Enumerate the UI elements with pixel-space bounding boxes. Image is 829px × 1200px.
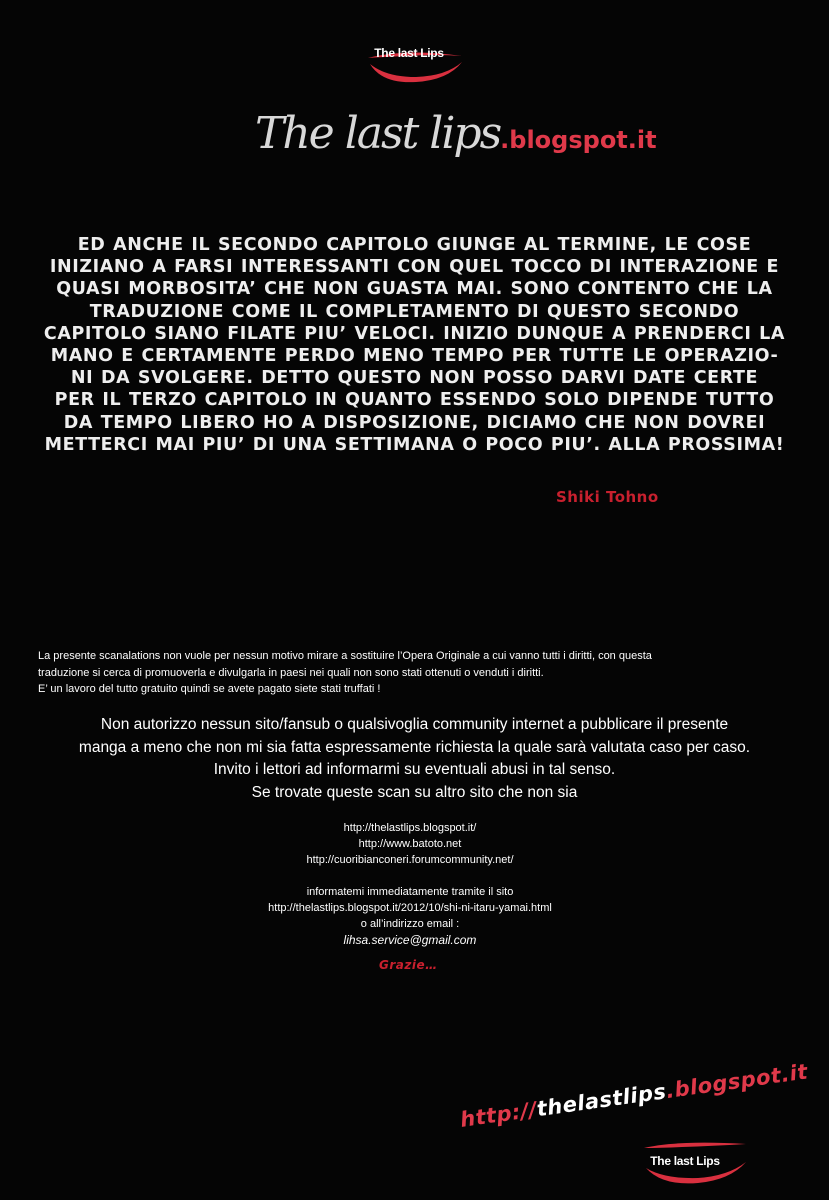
thanks: Grazie… (379, 958, 438, 972)
note-line: MANO E CERTAMENTE PERDO MENO TEMPO PER TUTTE LE OPERAZIO- (50, 346, 779, 367)
notice-line: manga a meno che non mi sia fatta espressamente richiesta la quale sarà valutata caso per caso. (78, 738, 751, 756)
site-link-thelastlips[interactable]: http://thelastlips.blogspot.it/ (343, 822, 477, 834)
logo-text: The last Lips (650, 1154, 720, 1168)
note-line: QUASI MORBOSITA’ CHE NON GUASTA MAI. SONO CONTENTO CHE LA (56, 279, 773, 300)
logo-text: The last Lips (374, 46, 444, 60)
note-line: ED ANCHE IL SECONDO CAPITOLO GIUNGE AL TERMINE, LE COSE (77, 235, 752, 255)
footer-url-domain: .blogspot.it (664, 1059, 810, 1104)
note-line: INIZIANO A FARSI INTERESSANTI CON QUEL TOCCO DI INTERAZIONE E (49, 257, 780, 278)
note-line: PER IL TERZO CAPITOLO IN QUANTO ESSENDO SOLO DIPENDE TUTTO (54, 390, 775, 411)
disclaimer-line: E’ un lavoro del tutto gratuito quindi se avete pagato siete stati truffati ! (38, 683, 381, 695)
note-line: TRADUZIONE COME IL COMPLETAMENTO DI QUESTO SECONDO (89, 301, 740, 322)
site-link-batoto[interactable]: http://www.batoto.net (358, 838, 462, 850)
footer-url-protocol: http:// (458, 1097, 539, 1132)
site-banner (255, 108, 657, 159)
disclaimer (38, 648, 798, 698)
footer-url[interactable] (459, 1059, 810, 1132)
notice-line: Invito i lettori ad informarmi su eventuali abusi in tal senso. (213, 761, 616, 778)
report-link[interactable]: http://thelastlips.blogspot.it/2012/10/shi-ni-itaru-yamai.html (268, 902, 552, 914)
spacer (110, 868, 710, 884)
email-intro: o all’indirizzo email : (360, 918, 460, 930)
top-logo (366, 40, 466, 86)
banner-brand: The last lips (255, 108, 501, 159)
note-line: METTERCI MAI PIU’ DI UNA SETTIMANA O POCO PIU’. ALLA PROSSIMA! (44, 434, 785, 455)
disclaimer-line: traduzione si cerca di promuoverla e divulgarla in paesi nei quali non sono stati ottenuti o venduti i diritti. (38, 666, 544, 679)
footer-url-host: thelastlips (535, 1079, 668, 1122)
bottom-logo (642, 1136, 752, 1186)
banner-domain: .blogspot.it (500, 126, 657, 154)
email-link[interactable]: lihsa.service@gmail.com (343, 933, 477, 947)
notice-line: Se trovate queste scan su altro sito che non sia (251, 783, 578, 801)
signature: Shiki Tohno (556, 488, 659, 506)
translator-note (38, 234, 791, 456)
disclaimer-line: La presente scanalations non vuole per nessun motivo mirare a sostituire l’Opera Originale a cui vanno tutti i diritti, con questa (38, 650, 652, 662)
note-line: DA TEMPO LIBERO HO A DISPOSIZIONE, DICIAMO CHE NON DOVREI (63, 412, 766, 433)
notice (20, 714, 809, 804)
note-line: NI DA SVOLGERE. DETTO QUESTO NON POSSO DARVI DATE CERTE (70, 368, 759, 389)
note-line: CAPITOLO SIANO FILATE PIU’ VELOCI. INIZIO DUNQUE A PRENDERCI LA (43, 323, 786, 344)
site-link-cuoribianconeri[interactable]: http://cuoribianconeri.forumcommunity.net/ (306, 854, 514, 866)
report-intro: informatemi immediatamente tramite il sito (306, 886, 514, 898)
notice-line: Non autorizzo nessun sito/fansub o qualsivoglia community internet a pubblicare il presente (100, 716, 729, 733)
links-block (110, 820, 710, 948)
